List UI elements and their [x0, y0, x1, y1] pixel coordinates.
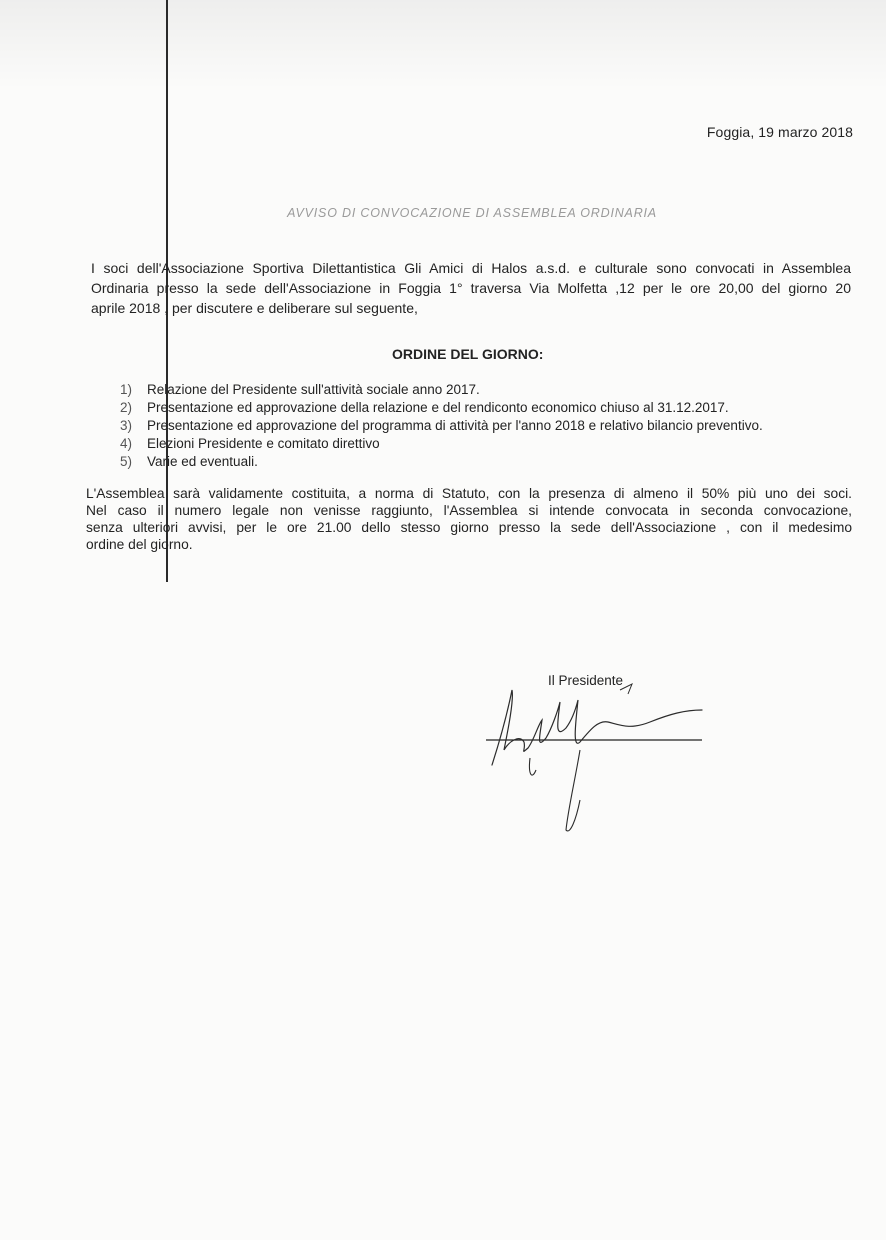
- agenda-item-number: 1): [120, 382, 133, 397]
- agenda-item-text: Relazione del Presidente sull'attività sociale anno 2017.: [147, 382, 480, 397]
- closing-line: Nel caso il numero legale non venisse raggiunto, l'Assemblea si intende convocata in seconda convocazione,: [86, 503, 852, 518]
- president-label: Il Presidente: [548, 673, 624, 688]
- agenda-item-number: 3): [120, 418, 133, 433]
- agenda-item-text: Elezioni Presidente e comitato direttivo: [147, 436, 380, 451]
- signature-image: [480, 680, 710, 840]
- agenda-item-number: 2): [120, 400, 133, 415]
- agenda-item-text: Presentazione ed approvazione del programma di attività per l'anno 2018 e relativo bilancio preventivo.: [147, 418, 763, 433]
- intro-line: Ordinaria presso la sede dell'Associazione in Foggia 1° traversa Via Molfetta ,12 per le ore 20,00 del giorno 20: [91, 280, 851, 296]
- closing-line: senza ulteriori avvisi, per le ore 21.00 dello stesso giorno presso la sede dell'Associazione , con il medesimo: [86, 520, 852, 535]
- closing-paragraph: [86, 485, 852, 553]
- agenda-item-text: Varie ed eventuali.: [147, 454, 258, 469]
- closing-line: L'Assemblea sarà validamente costituita, a norma di Statuto, con la presenza di almeno il 50% più uno dei soci.: [86, 486, 852, 501]
- agenda-item-text: Presentazione ed approvazione della relazione e del rendiconto economico chiuso al 31.12.2017.: [147, 400, 729, 415]
- agenda-list: [120, 381, 860, 471]
- agenda-title: ORDINE DEL GIORNO:: [392, 346, 544, 362]
- agenda-item: [120, 417, 860, 435]
- agenda-item: [120, 435, 860, 453]
- closing-line: ordine del giorno.: [86, 537, 193, 552]
- intro-line: aprile 2018 , per discutere e deliberare sul seguente,: [91, 300, 418, 316]
- intro-line: I soci dell'Associazione Sportiva Dilettantistica Gli Amici di Halos a.s.d. e culturale sono convocati in Assemblea: [91, 260, 851, 276]
- agenda-item-number: 4): [120, 436, 133, 451]
- agenda-item-number: 5): [120, 454, 133, 469]
- document-title: AVVISO DI CONVOCAZIONE DI ASSEMBLEA ORDINARIA: [287, 206, 657, 220]
- agenda-item: [120, 381, 860, 399]
- agenda-item: [120, 453, 860, 471]
- agenda-item: [120, 399, 860, 417]
- document-date: Foggia, 19 marzo 2018: [706, 124, 853, 140]
- intro-paragraph: [91, 258, 851, 318]
